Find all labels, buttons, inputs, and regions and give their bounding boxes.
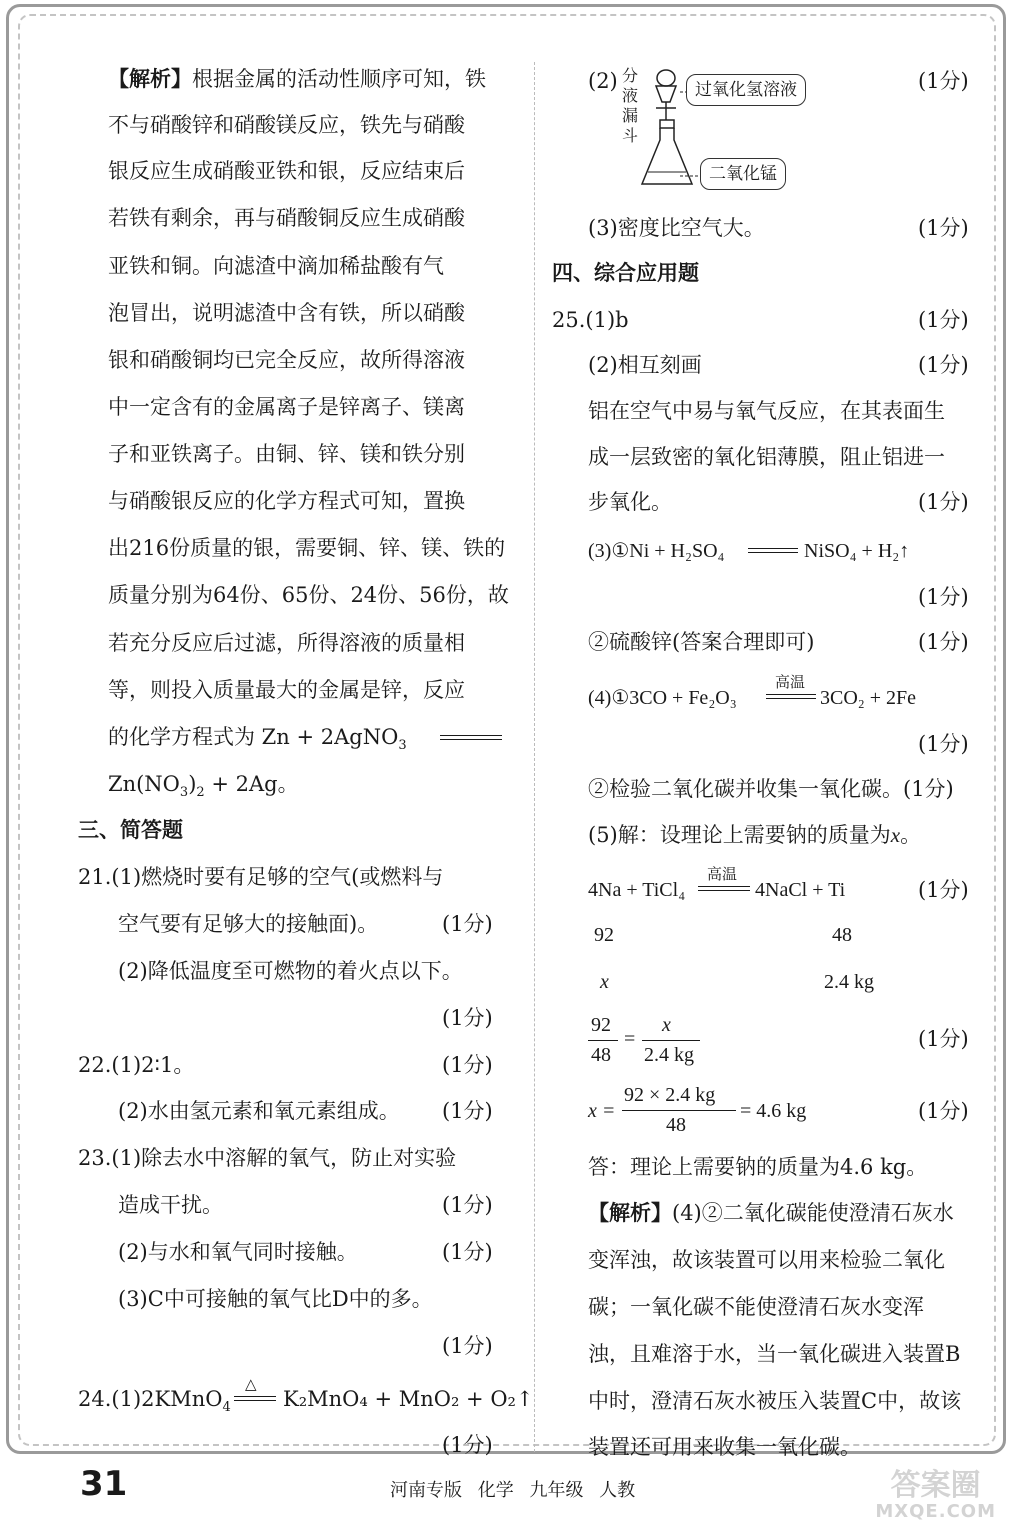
high-temp-condition: 高温: [775, 673, 806, 691]
score: (1分): [918, 69, 969, 93]
equation-equals: [698, 886, 750, 891]
score: (1分): [918, 878, 969, 902]
score: (1分): [442, 1193, 493, 1217]
heat-condition: △: [245, 1375, 257, 1393]
unknown-x: x: [600, 971, 609, 993]
calc-num: 92 × 2.4 kg: [624, 1084, 716, 1106]
score: (1分): [442, 1334, 493, 1358]
high-temp-condition: 高温: [707, 865, 738, 883]
fraction-left-num: 92: [591, 1014, 611, 1036]
mno2-label: 二氧化锰: [700, 158, 786, 190]
analysis-line: 中一定含有的金属离子是锌离子、镁离: [108, 395, 465, 419]
q25-part2-line: 铝在空气中易与氧气反应，在其表面生: [588, 399, 945, 423]
calc-den: 48: [666, 1114, 686, 1136]
analysis-line: 等，则投入质量最大的金属是锌，反应: [108, 678, 465, 702]
q23-part2: (2)与水和氧气同时接触。: [118, 1240, 358, 1264]
fraction-right-den: 2.4 kg: [644, 1044, 694, 1066]
equation-equals: [748, 548, 798, 553]
ratio-48: 48: [832, 924, 852, 946]
q25-part2-line: 步氧化。: [588, 490, 672, 514]
score: (1分): [918, 630, 969, 654]
watermark: 答案圈 MXQE.COM: [875, 1468, 996, 1522]
analysis-line: 中时，澄清石灰水被压入装置C中，故该: [588, 1389, 962, 1413]
analysis-line: 不与硝酸锌和硝酸镁反应，铁先与硝酸: [108, 113, 465, 137]
q23-part1: 23.(1)除去水中溶解的氧气，防止对实验: [78, 1146, 457, 1170]
q25-part4-lhs: (4)①3CO + Fe₂O₃: [588, 687, 737, 709]
page-number: 31: [80, 1464, 128, 1504]
analysis-line: 银反应生成硝酸亚铁和银，反应结束后: [108, 159, 465, 183]
analysis-line: 装置还可用来收集一氧化碳。: [588, 1435, 861, 1459]
q25-part2-line: 成一层致密的氧化铝薄膜，阻止铝进一: [588, 445, 945, 469]
analysis-line: 变浑浊，故该装置可以用来检验二氧化: [588, 1248, 945, 1272]
mass-value: 2.4 kg: [824, 971, 874, 993]
q25-part2: (2)相互刻画: [588, 353, 702, 377]
score: (1分): [918, 216, 969, 240]
q22-part2: (2)水由氢元素和氧元素组成。: [118, 1099, 400, 1123]
score: (1分): [442, 1433, 493, 1457]
analysis-line: 出216份质量的银，需要铜、锌、镁、铁的: [108, 536, 506, 560]
analysis-tag: 【解析】: [108, 67, 192, 91]
score: (1分): [918, 353, 969, 377]
q25-part3b: ②硫酸锌(答案合理即可): [588, 630, 815, 654]
score: (1分): [918, 732, 969, 756]
q24-part2: (2): [588, 69, 618, 93]
equation-product: $Zn(NO_3)_2 + 2Ag$。: [108, 772, 299, 801]
q21-part2: (2)降低温度至可燃物的着火点以下。: [118, 959, 463, 983]
fraction-left-den: 48: [591, 1044, 611, 1066]
final-answer: 答：理论上需要钠的质量为4.6 kg。: [588, 1155, 928, 1179]
equation-intro: 的化学方程式为 Zn + 2AgNO$_3$: [108, 725, 407, 754]
q21-part1: 21.(1)燃烧时要有足够的空气(或燃料与: [78, 865, 444, 889]
analysis-tag: 【解析】: [588, 1201, 672, 1225]
q21-part1-cont: 空气要有足够大的接触面)。: [118, 912, 379, 936]
apparatus-diagram: [618, 62, 818, 198]
q25-part1: 25.(1)b: [552, 308, 629, 332]
q23-part1-cont: 造成干扰。: [118, 1193, 223, 1217]
analysis-line: 碳；一氧化碳不能使澄清石灰水变浑: [588, 1295, 924, 1319]
analysis-line: 泡冒出，说明滤渣中含有铁，所以硝酸: [108, 301, 465, 325]
equation-equals: [440, 735, 502, 740]
analysis-line: 亚铁和铜。向滤渣中滴加稀盐酸有气: [108, 254, 444, 278]
calc-lhs: x =: [588, 1100, 616, 1122]
analysis-line: 【解析】(4)②二氧化碳能使澄清石灰水: [588, 1201, 954, 1225]
score: (1分): [442, 1053, 493, 1077]
q24-part3: (3)密度比空气大。: [588, 216, 765, 240]
score: (1分): [918, 1027, 969, 1051]
score: (1分): [918, 585, 969, 609]
equation-equals: [234, 1396, 276, 1401]
analysis-line: 若充分反应后过滤，所得溶液的质量相: [108, 631, 465, 655]
q25-part5-eq-rhs: 4NaCl + Ti: [755, 879, 846, 901]
peroxide-label: 过氧化氢溶液: [686, 74, 806, 106]
score: (1分): [918, 308, 969, 332]
q25-part4b: ②检验二氧化碳并收集一氧化碳。(1分): [588, 777, 954, 801]
score: (1分): [918, 1099, 969, 1123]
calc-rhs: = 4.6 kg: [740, 1100, 807, 1122]
score: (1分): [918, 490, 969, 514]
score: (1分): [442, 1099, 493, 1123]
q23-part3: (3)C中可接触的氧气比D中的多。: [118, 1287, 433, 1311]
analysis-line: 子和亚铁离子。由铜、锌、镁和铁分别: [108, 442, 465, 466]
q25-part4-rhs: 3CO₂ + 2Fe: [820, 687, 917, 709]
q24-part1: 24.(1)2KMnO$_4$: [78, 1387, 231, 1416]
q22-part1: 22.(1)2∶1。: [78, 1053, 195, 1077]
analysis-line: 浊，且难溶于水，当一氧化碳进入装置B: [588, 1342, 961, 1366]
equals-sign: =: [624, 1028, 636, 1050]
funnel-label: 分液漏斗: [622, 66, 639, 145]
footer-info: 河南专版 化学 九年级 人教: [390, 1480, 636, 1501]
q25-part3-rhs: NiSO₄ + H₂↑: [804, 540, 910, 562]
section-title-4: 四、综合应用题: [552, 261, 699, 285]
score: (1分): [442, 1006, 493, 1030]
analysis-line: 质量分别为64份、65份、24份、56份，故: [108, 583, 509, 607]
q24-products: K₂MnO₄ + MnO₂ + O₂↑: [283, 1387, 534, 1411]
q25-part5: (5)解：设理论上需要钠的质量为x。: [588, 823, 922, 847]
section-title-3: 三、简答题: [78, 818, 183, 842]
analysis-line: 【解析】根据金属的活动性顺序可知，铁: [108, 67, 486, 91]
score: (1分): [442, 1240, 493, 1264]
column-divider: [534, 62, 535, 1452]
q25-part3-lhs: (3)①Ni + H₂SO₄: [588, 540, 725, 562]
analysis-line: 银和硝酸铜均已完全反应，故所得溶液: [108, 348, 465, 372]
score: (1分): [442, 912, 493, 936]
analysis-line: 若铁有剩余，再与硝酸铜反应生成硝酸: [108, 206, 465, 230]
equation-equals: [766, 694, 816, 699]
ratio-92: 92: [594, 924, 614, 946]
analysis-line: 与硝酸银反应的化学方程式可知，置换: [108, 489, 465, 513]
q25-part5-eq-lhs: 4Na + TiCl₄: [588, 879, 686, 901]
fraction-right-num: x: [662, 1014, 671, 1036]
